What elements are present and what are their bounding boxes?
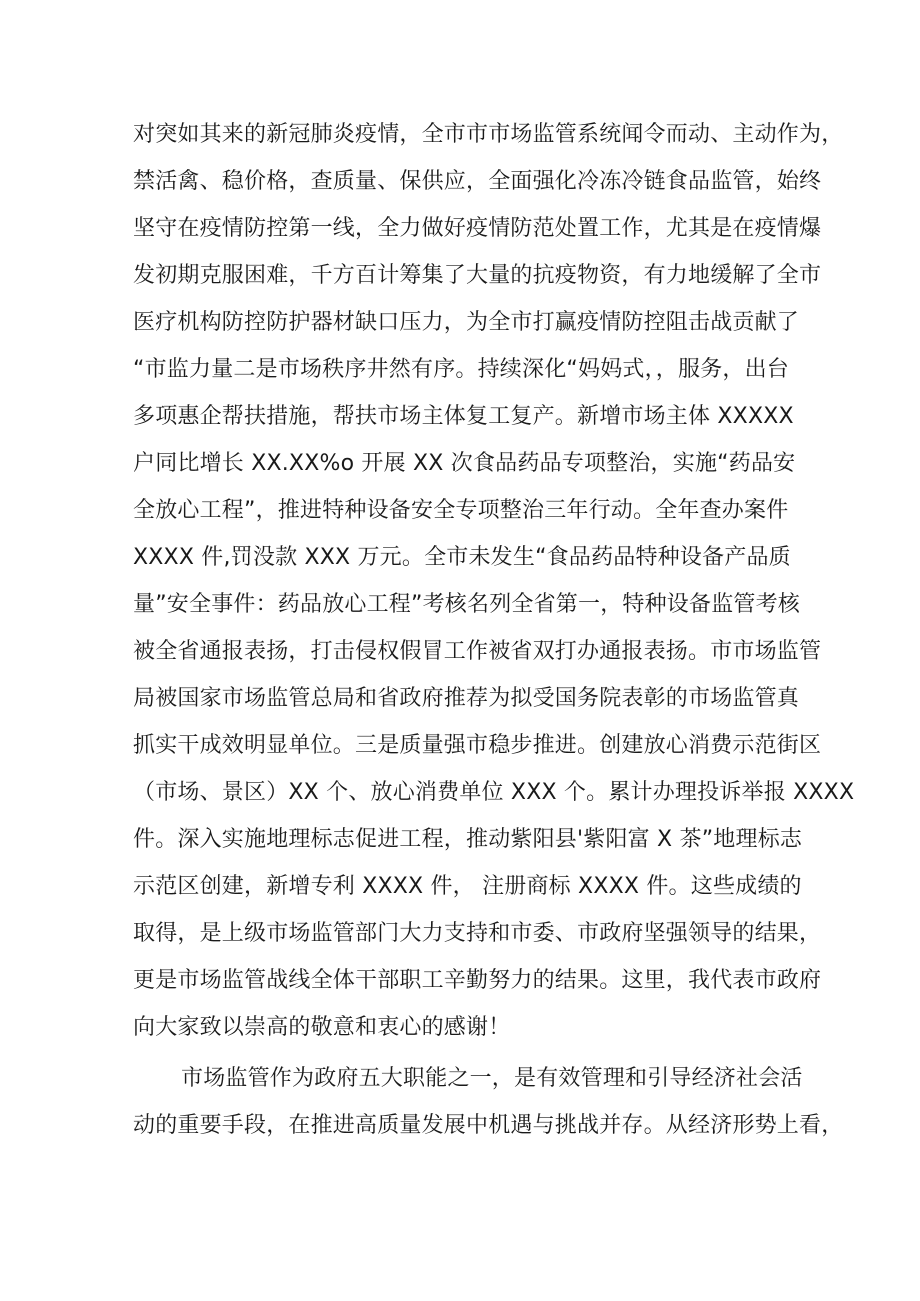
text-line: 向大家致以崇高的敬意和衷心的感谢！ bbox=[133, 1015, 511, 1040]
text-line: 被全省通报表扬，打击侵权假冒工作被省双打办通报表扬。市市场监管 bbox=[133, 639, 822, 664]
text-line: 对突如其来的新冠肺炎疫情，全市市市场监管系统闻令而动、主动作为， bbox=[133, 122, 844, 147]
text-line: 取得，是上级市场监管部门大力支持和市委、市政府坚强领导的结果， bbox=[133, 921, 822, 946]
text-line: 局被国家市场监管总局和省政府推荐为拟受国务院表彰的市场监管真 bbox=[133, 686, 800, 711]
text-line: 医疗机构防控防护器材缺口压力，为全市打赢疫情防控阻击战贡献了 bbox=[133, 310, 800, 335]
text-line: 多项惠企帮扶措施，帮扶市场主体复工复产。新增市场主体 XXXXX bbox=[133, 404, 794, 429]
text-line: 全放心工程”，推进特种设备安全专项整治三年行动。全年查办案件 bbox=[133, 498, 789, 523]
text-line: 禁活禽、稳价格，查质量、保供应，全面强化冷冻冷链食品监管，始终 bbox=[133, 169, 822, 194]
text-line: 坚守在疫情防控第一线，全力做好疫情防范处置工作，尤其是在疫情爆 bbox=[133, 216, 822, 241]
text-line: “市监力量二是市场秩序井然有序。持续深化“妈妈式，，服务，出台 bbox=[133, 357, 789, 382]
text-line: 量”安全事件：药品放心工程”考核名列全省第一，特种设备监管考核 bbox=[133, 592, 800, 617]
text-line: XXXX 件,罚没款 XXX 万元。全市未发生“食品药品特种设备产品质 bbox=[133, 545, 791, 570]
text-line: 市场监管作为政府五大职能之一，是有效管理和引导经济社会活 bbox=[181, 1066, 803, 1091]
text-line: 户同比增长 XX.XX%o 开展 XX 次食品药品专项整治，实施“药品安 bbox=[133, 451, 796, 476]
paragraph-1 bbox=[133, 111, 855, 1051]
text-line: 更是市场监管战线全体干部职工辛勤努力的结果。这里，我代表市政府 bbox=[133, 968, 822, 993]
text-line: 件。深入实施地理标志促进工程，推动紫阳县'紫阳富 X 茶”地理标志 bbox=[133, 827, 803, 852]
text-line: 示范区创建，新增专利 XXXX 件， 注册商标 XXXX 件。这些成绩的 bbox=[133, 874, 802, 899]
text-line: 动的重要手段，在推进高质量发展中机遇与挑战并存。从经济形势上看， bbox=[133, 1113, 844, 1138]
text-line: 抓实干成效明显单位。三是质量强市稳步推进。创建放心消费示范街区 bbox=[133, 733, 822, 758]
paragraph-2 bbox=[133, 1055, 844, 1149]
text-line: 发初期克服困难，千方百计筹集了大量的抗疫物资，有力地缓解了全市 bbox=[133, 263, 822, 288]
text-line: （市场、景区）XX 个、放心消费单位 XXX 个。累计办理投诉举报 XXXX bbox=[133, 780, 855, 805]
document-body bbox=[133, 111, 855, 1149]
